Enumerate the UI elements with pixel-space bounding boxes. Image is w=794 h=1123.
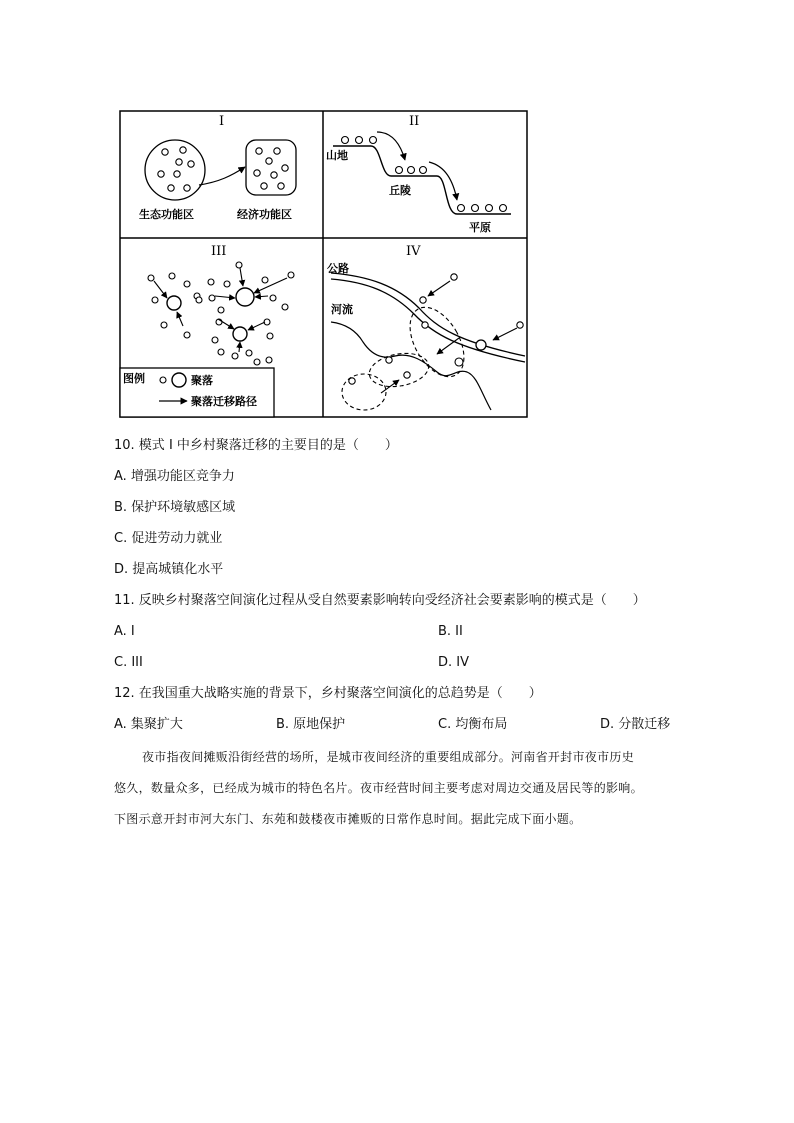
panel-4-numeral: IV bbox=[406, 244, 421, 259]
q10-option-b[interactable]: B. 保护环境敏感区域 bbox=[114, 500, 236, 515]
q12-option-d[interactable]: D. 分散迁移 bbox=[600, 717, 671, 732]
passage-line-3: 下图示意开封市河大东门、东苑和鼓楼夜市摊贩的日常作息时间。据此完成下面小题。 bbox=[114, 812, 582, 826]
label-river: 河流 bbox=[331, 303, 353, 316]
panel-3-numeral: III bbox=[211, 244, 227, 259]
settlement-patterns-figure bbox=[119, 110, 528, 418]
legend-title: 图例 bbox=[123, 372, 145, 385]
q11-option-a[interactable]: A. I bbox=[114, 624, 135, 639]
q10-option-a[interactable]: A. 增强功能区竞争力 bbox=[114, 469, 235, 484]
question-12-stem: 12. 在我国重大战略实施的背景下，乡村聚落空间演化的总趋势是（ ） bbox=[114, 686, 542, 701]
q12-option-b[interactable]: B. 原地保护 bbox=[276, 717, 346, 732]
panel-1-numeral: I bbox=[219, 114, 225, 129]
passage-line-1: 夜市指夜间摊贩沿街经营的场所，是城市夜间经济的重要组成部分。河南省开封市夜市历史 bbox=[142, 750, 635, 764]
panel-2 bbox=[326, 114, 511, 234]
legend-path-label: 聚落迁移路径 bbox=[191, 395, 257, 408]
label-road: 公路 bbox=[327, 262, 349, 275]
panel-3 bbox=[120, 244, 294, 417]
panel-4 bbox=[327, 244, 525, 410]
label-eco-zone: 生态功能区 bbox=[139, 208, 194, 221]
question-11-stem: 11. 反映乡村聚落空间演化过程从受自然要素影响转向受经济社会要素影响的模式是（ ） bbox=[114, 593, 646, 608]
q10-option-d[interactable]: D. 提高城镇化水平 bbox=[114, 562, 224, 577]
question-10-stem: 10. 模式 I 中乡村聚落迁移的主要目的是（ ） bbox=[114, 438, 398, 453]
q11-option-d[interactable]: D. IV bbox=[438, 655, 470, 670]
label-mountain: 山地 bbox=[326, 149, 348, 162]
label-econ-zone: 经济功能区 bbox=[237, 208, 292, 221]
q10-option-c[interactable]: C. 促进劳动力就业 bbox=[114, 531, 223, 546]
q12-option-a[interactable]: A. 集聚扩大 bbox=[114, 717, 183, 732]
label-plain: 平原 bbox=[469, 221, 491, 234]
q11-option-b[interactable]: B. II bbox=[438, 624, 463, 639]
q11-option-c[interactable]: C. III bbox=[114, 655, 143, 670]
q12-option-c[interactable]: C. 均衡布局 bbox=[438, 717, 508, 732]
panel-1 bbox=[139, 114, 296, 221]
label-hill: 丘陵 bbox=[389, 184, 411, 197]
legend-settlement-label: 聚落 bbox=[191, 374, 213, 387]
panel-2-numeral: II bbox=[409, 114, 420, 129]
passage-line-2: 悠久，数量众多，已经成为城市的特色名片。夜市经营时间主要考虑对周边交通及居民等的影响。 bbox=[114, 781, 643, 795]
